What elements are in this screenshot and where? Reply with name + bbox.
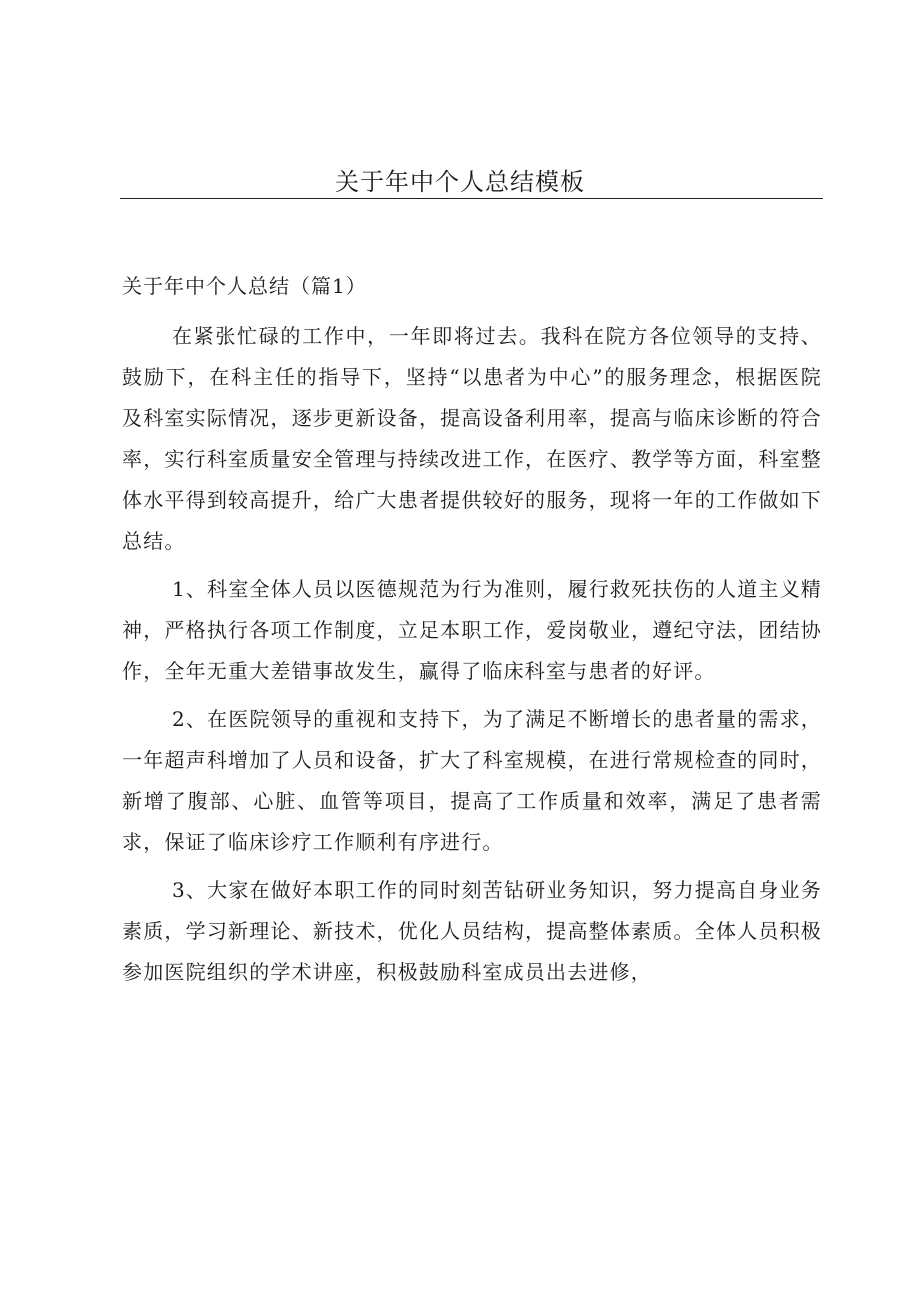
paragraph-item-3: 3、大家在做好本职工作的同时刻苦钻研业务知识，努力提高自身业务素质，学习新理论、新技术，优化人员结构，提高整体素质。全体人员积极参加医院组织的学术讲座，积极鼓励科室成员出去进修， [122,878,822,984]
paragraph-item-2: 2、在医院领导的重视和支持下，为了满足不断增长的患者量的需求，一年超声科增加了人员和设备，扩大了科室规模，在进行常规检查的同时，新增了腹部、心脏、血管等项目，提高了工作质量和效率，满足了患者需求，保证了临床诊疗工作顺利有序进行。 [122,707,822,854]
paragraph-intro: 在紧张忙碌的工作中，一年即将过去。我科在院方各位领导的支持、鼓励下，在科主任的指导下，坚持“以患者为中心”的服务理念，根据医院及科室实际情况，逐步更新设备，提高设备利用率，提高与临床诊断的符合率，实行科室质量安全管理与持续改进工作，在医疗、教学等方面，科室整体水平得到较高提升，给广大患者提供较好的服务，现将一年的工作做如下总结。 [122,324,822,553]
document-title: 关于年中个人总结模板 [335,168,585,196]
title-underline [120,198,823,199]
document-body [122,316,822,993]
section-heading: 关于年中个人总结（篇1） [122,274,367,298]
paragraph-item-1: 1、科室全体人员以医德规范为行为准则，履行救死扶伤的人道主义精神，严格执行各项工作制度，立足本职工作，爱岗敬业，遵纪守法，团结协作，全年无重大差错事故发生，赢得了临床科室与患者的好评。 [122,577,822,683]
